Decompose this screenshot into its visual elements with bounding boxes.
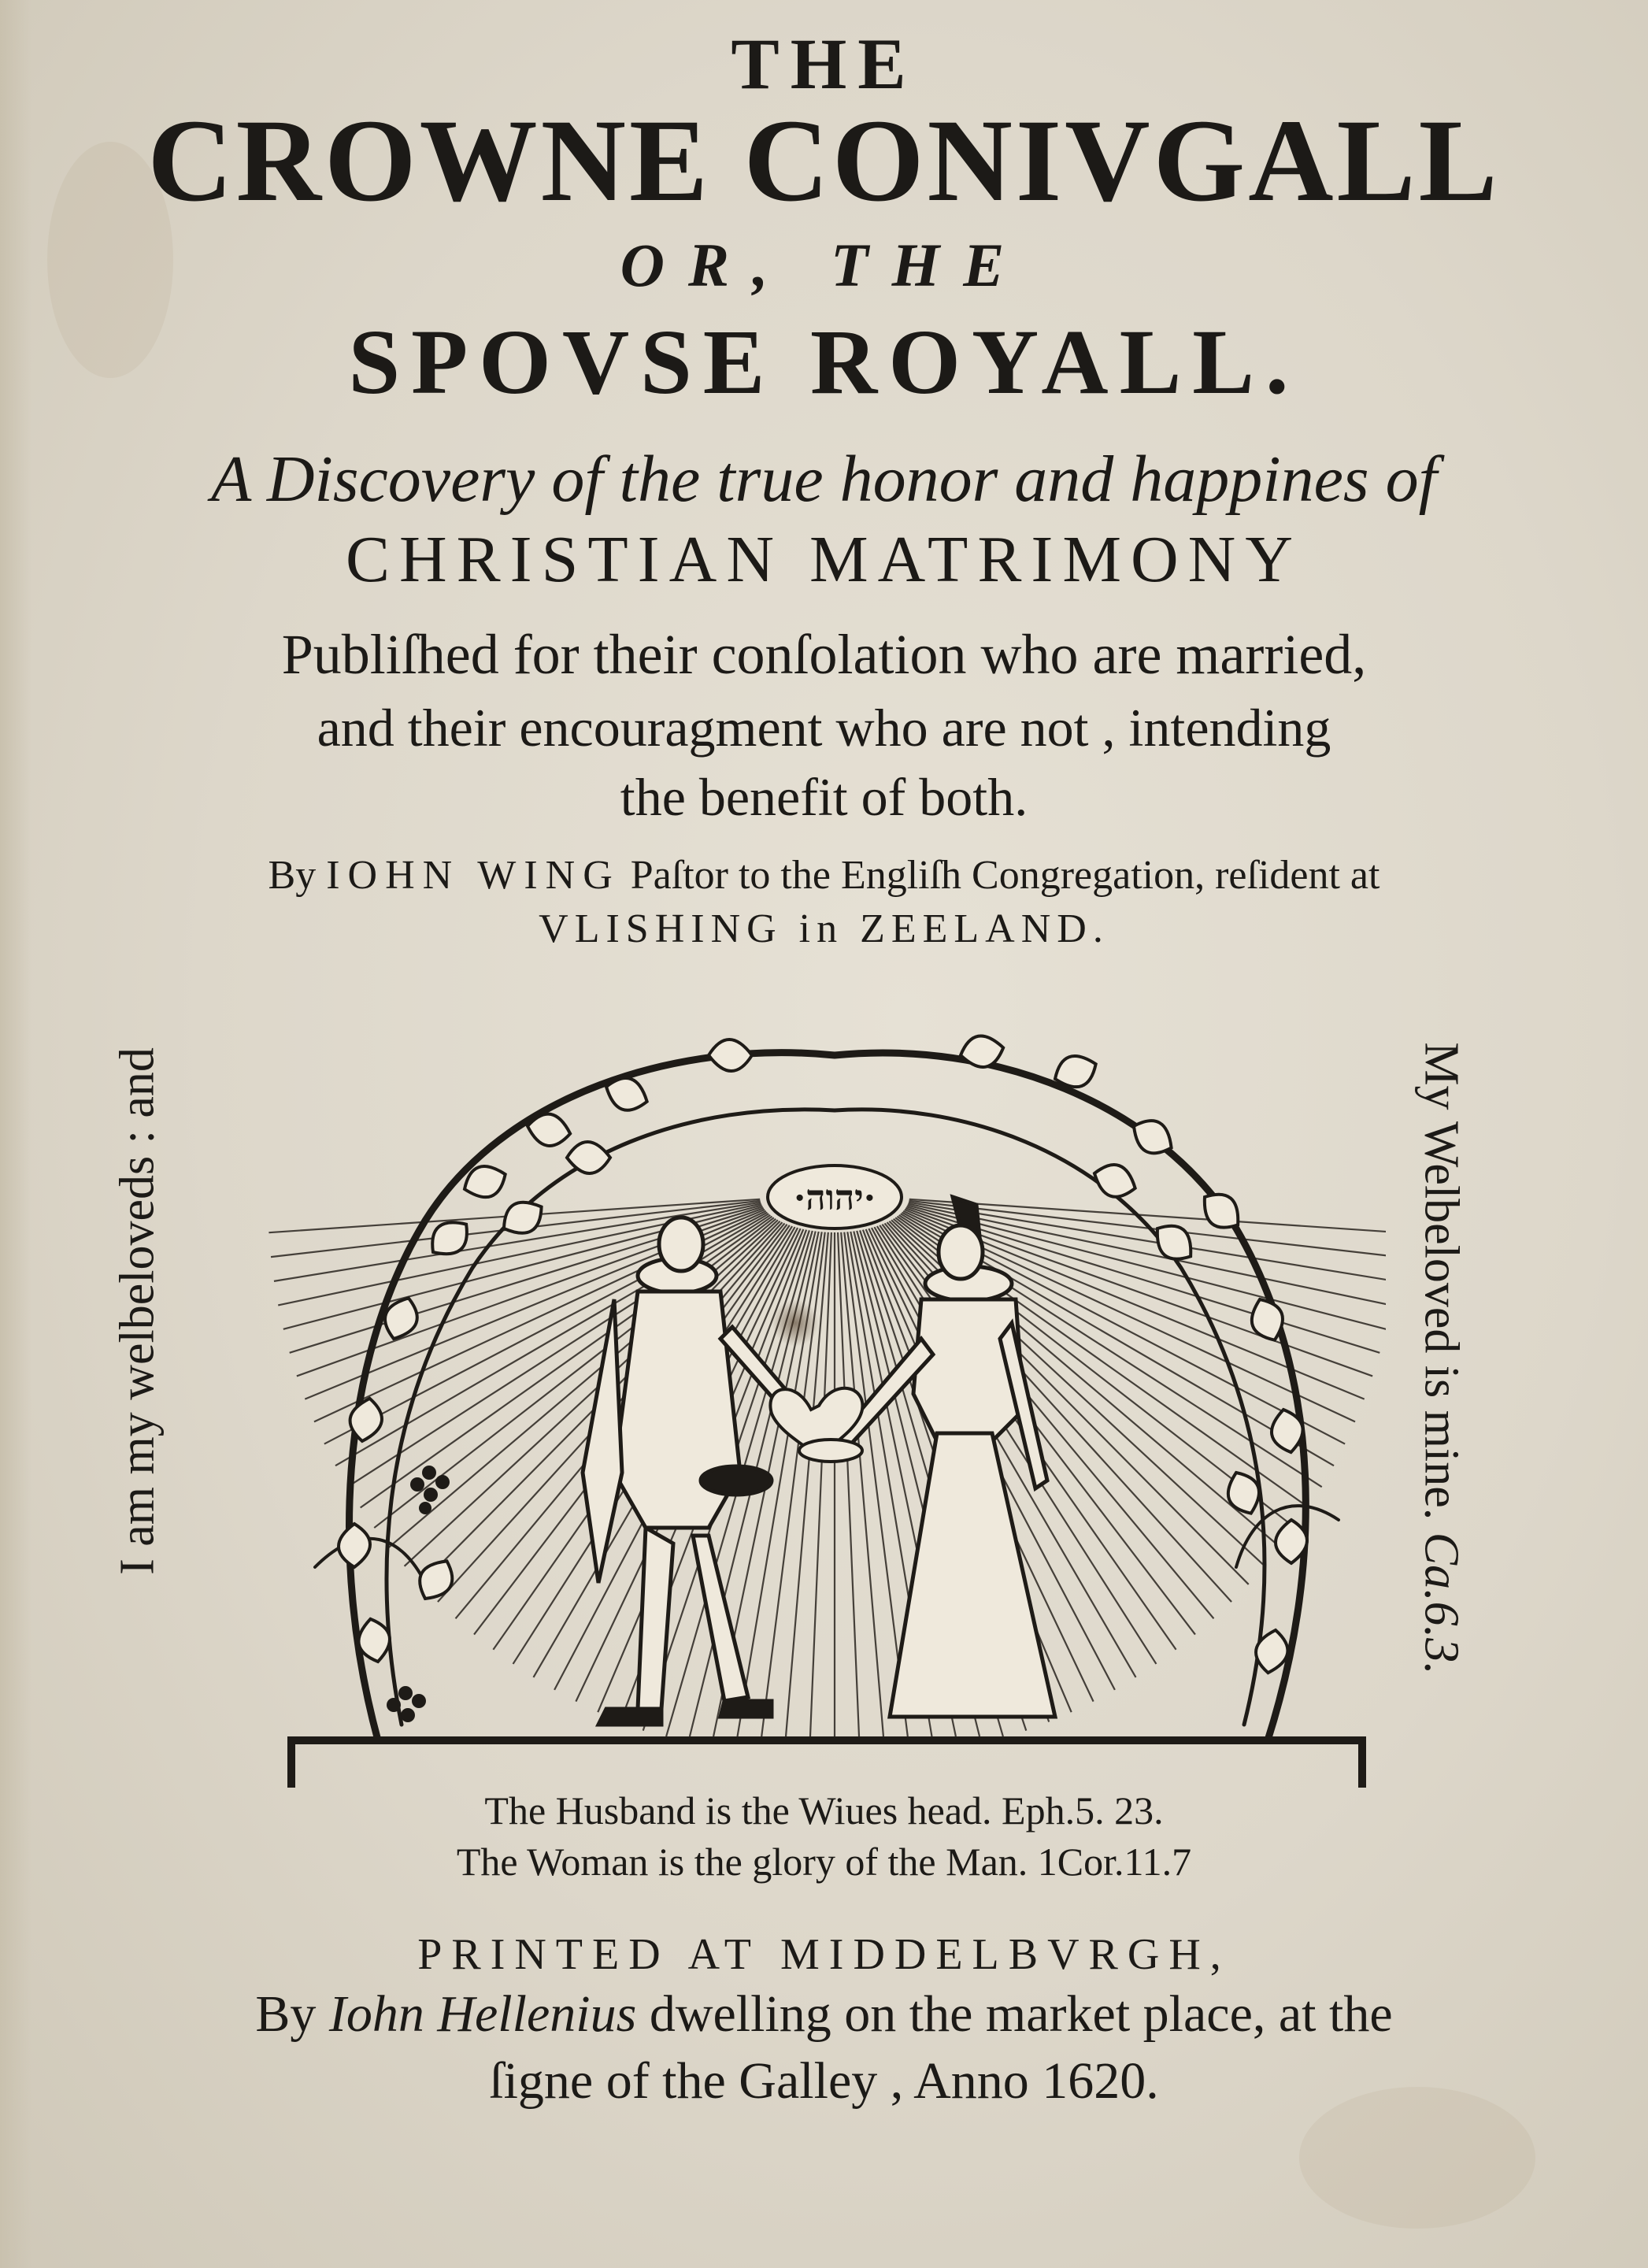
author-name: IOHN WING [326, 853, 620, 898]
author-role: Paſtor to the Engliſh Congregation, reſident at [630, 853, 1380, 898]
side-text-right-main: My Welbeloved is mine. [1414, 1042, 1468, 1521]
side-text-right [1413, 1042, 1469, 1674]
ground-bracket [291, 1740, 1362, 1788]
title-or-the: OR, THE [620, 231, 1028, 299]
subtitle-discovery: A Discovery of the true honor and happines of [211, 443, 1437, 516]
imprint-printer: Iohn Hellenius [328, 1985, 637, 2043]
ink-blot [772, 1299, 819, 1347]
imprint-by: By [255, 1985, 317, 2043]
husband-figure [583, 1217, 823, 1725]
title-the: THE [731, 24, 917, 104]
purpose-line-1: Publiſhed for their conſolation who are married, [281, 623, 1367, 686]
title-spouse-royall: SPOVSE ROYALL. [348, 310, 1300, 413]
author-line [0, 852, 1648, 899]
imprint-address: dwelling on the market place, at the [649, 1985, 1393, 2043]
tetragrammaton: ·יהוה· [793, 1178, 876, 1218]
woodcut-illustration [268, 969, 1386, 1796]
purpose-line-3: the benefit of both. [620, 767, 1028, 827]
subtitle-christian-matrimony: CHRISTIAN MATRIMONY [345, 523, 1303, 596]
purpose-line-2: and their encouragment who are not , intending [317, 698, 1331, 758]
vine-leaves [339, 1032, 1307, 1676]
author-place: VLISHING in ZEELAND. [539, 906, 1109, 951]
sun-rays [268, 1199, 1386, 1736]
joined-hands-heart [770, 1388, 862, 1462]
side-text-left: I am my welbeloveds : and [110, 1047, 165, 1575]
imprint-line-1 [0, 1984, 1648, 2044]
title-crowne-conivgall: CROWNE CONIVGALL [147, 95, 1501, 226]
caption-line-1: The Husband is the Wiues head. Eph.5. 23. [484, 1788, 1164, 1833]
caption-line-2: The Woman is the glory of the Man. 1Cor.11.7 [456, 1840, 1192, 1884]
imprint-printed-at: PRINTED AT MIDDELBVRGH, [417, 1930, 1231, 1979]
side-text-right-reference: Ca.6.3. [1414, 1532, 1468, 1675]
author-by: By [268, 853, 317, 898]
imprint-line-2: ſigne of the Galley , Anno 1620. [489, 2052, 1159, 2110]
